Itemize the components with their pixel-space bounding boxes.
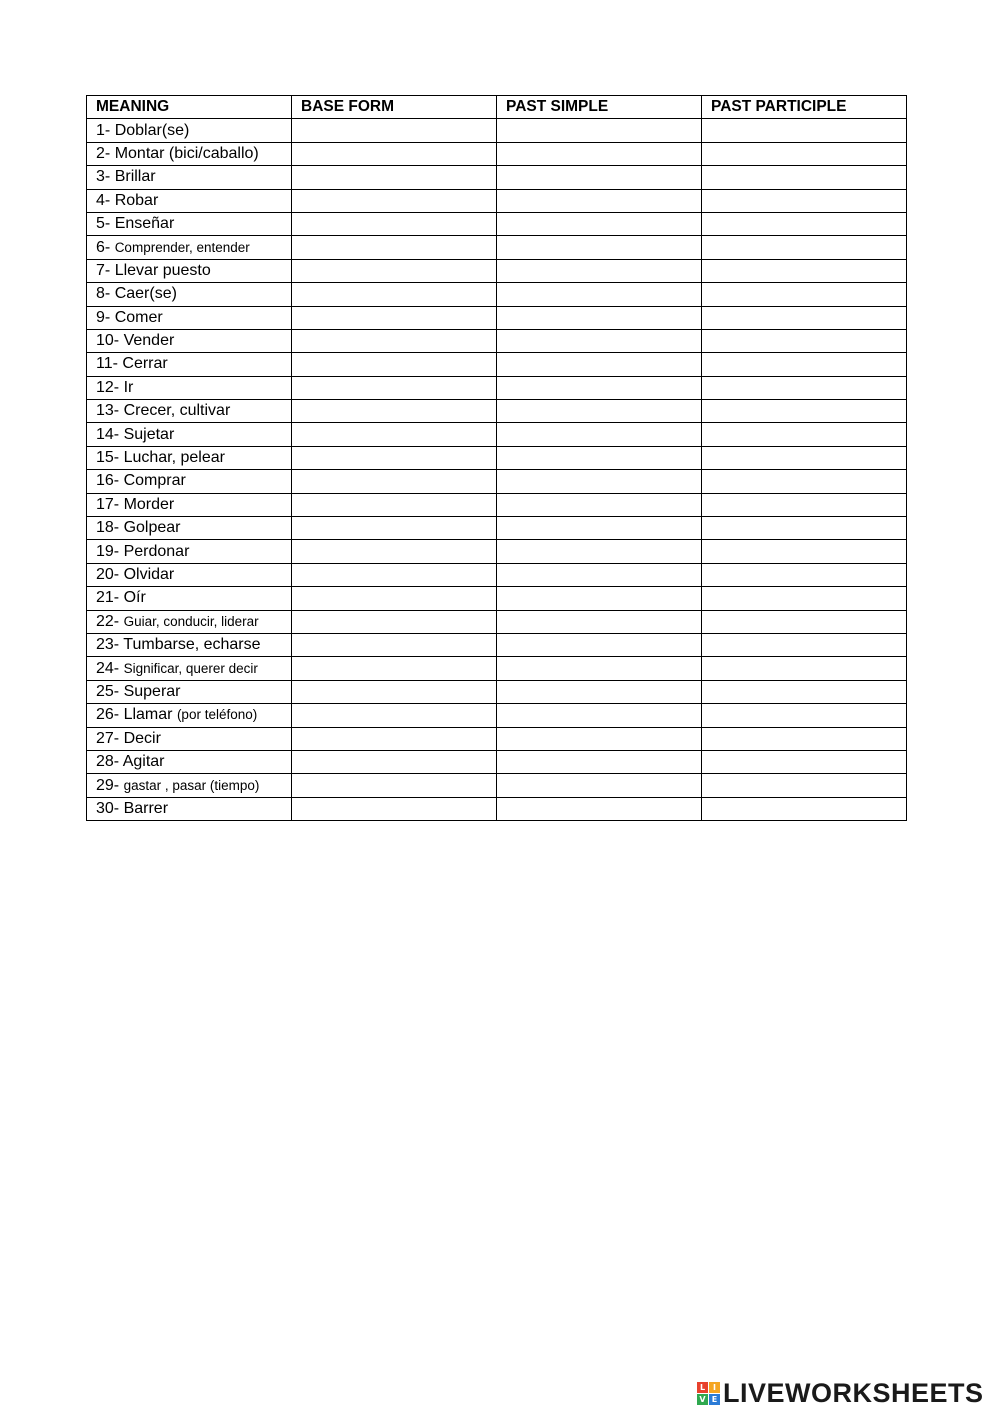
row-number: 4- xyxy=(96,191,111,209)
past-simple-answer[interactable] xyxy=(497,119,702,142)
meaning-text: Comprar xyxy=(123,472,186,490)
past-simple-answer[interactable] xyxy=(497,306,702,329)
table-row xyxy=(87,680,907,703)
meaning-text: Superar xyxy=(123,682,181,700)
meaning-cell xyxy=(87,563,292,586)
row-number: 1- xyxy=(96,121,111,139)
table-row xyxy=(87,400,907,423)
meaning-cell xyxy=(87,633,292,656)
base-form-answer[interactable] xyxy=(292,189,497,212)
meaning-cell xyxy=(87,610,292,633)
past-simple-answer[interactable] xyxy=(497,633,702,656)
meaning-cell xyxy=(87,587,292,610)
base-form-answer[interactable] xyxy=(292,212,497,235)
meaning-cell xyxy=(87,517,292,540)
row-number: 24- xyxy=(96,659,120,677)
past-simple-answer[interactable] xyxy=(497,400,702,423)
past-participle-answer[interactable] xyxy=(702,236,907,259)
meaning-cell xyxy=(87,329,292,352)
meaning-cell xyxy=(87,119,292,142)
meaning-text: Morder xyxy=(123,495,175,513)
row-number: 15- xyxy=(96,449,120,467)
header-base-form: BASE FORM xyxy=(292,96,497,119)
past-participle-answer[interactable] xyxy=(702,142,907,165)
row-number: 30- xyxy=(96,799,120,817)
meaning-text: Agitar xyxy=(122,753,165,771)
table-row xyxy=(87,610,907,633)
base-form-answer[interactable] xyxy=(292,446,497,469)
past-participle-answer[interactable] xyxy=(702,376,907,399)
row-number: 27- xyxy=(96,729,120,747)
meaning-text: Vender xyxy=(123,332,175,350)
row-number: 21- xyxy=(96,589,120,607)
past-participle-answer[interactable] xyxy=(702,517,907,540)
header-past-simple: PAST SIMPLE xyxy=(497,96,702,119)
past-simple-answer[interactable] xyxy=(497,493,702,516)
past-simple-answer[interactable] xyxy=(497,376,702,399)
meaning-cell xyxy=(87,423,292,446)
past-participle-answer[interactable] xyxy=(702,306,907,329)
row-number: 25- xyxy=(96,682,120,700)
past-participle-answer[interactable] xyxy=(702,470,907,493)
table-row xyxy=(87,563,907,586)
meaning-text: Caer(se) xyxy=(114,285,177,303)
logo-tile: V xyxy=(697,1394,708,1405)
meaning-text: Llevar puesto xyxy=(114,261,211,279)
meaning-text: Ir xyxy=(123,378,134,396)
past-simple-answer[interactable] xyxy=(497,470,702,493)
meaning-text: Golpear xyxy=(123,519,181,537)
base-form-answer[interactable] xyxy=(292,306,497,329)
past-participle-answer[interactable] xyxy=(702,189,907,212)
past-participle-answer[interactable] xyxy=(702,166,907,189)
past-simple-answer[interactable] xyxy=(497,587,702,610)
row-number: 22- xyxy=(96,612,120,630)
meaning-cell xyxy=(87,446,292,469)
base-form-answer[interactable] xyxy=(292,283,497,306)
past-participle-answer[interactable] xyxy=(702,283,907,306)
meaning-text: Comer xyxy=(114,308,163,326)
table-row xyxy=(87,119,907,142)
past-participle-answer[interactable] xyxy=(702,259,907,282)
meaning-cell xyxy=(87,259,292,282)
table-row xyxy=(87,376,907,399)
logo-tile: L xyxy=(697,1382,708,1393)
meaning-cell xyxy=(87,704,292,727)
verb-table xyxy=(86,95,907,821)
row-number: 19- xyxy=(96,542,120,560)
row-number: 14- xyxy=(96,425,120,443)
row-number: 6- xyxy=(96,238,111,256)
past-simple-answer[interactable] xyxy=(497,750,702,773)
row-number: 7- xyxy=(96,261,111,279)
table-row xyxy=(87,587,907,610)
meaning-cell xyxy=(87,189,292,212)
past-simple-answer[interactable] xyxy=(497,563,702,586)
base-form-answer[interactable] xyxy=(292,400,497,423)
meaning-cell xyxy=(87,680,292,703)
base-form-answer[interactable] xyxy=(292,329,497,352)
meaning-cell xyxy=(87,400,292,423)
table-row xyxy=(87,212,907,235)
meaning-text: Doblar(se) xyxy=(114,121,190,139)
row-number: 28- xyxy=(96,753,120,771)
meaning-cell xyxy=(87,727,292,750)
base-form-answer[interactable] xyxy=(292,563,497,586)
past-participle-answer[interactable] xyxy=(702,657,907,680)
past-participle-answer[interactable] xyxy=(702,353,907,376)
meaning-text: Brillar xyxy=(114,168,156,186)
table-row xyxy=(87,797,907,820)
row-number: 2- xyxy=(96,144,111,162)
meaning-text: Cerrar xyxy=(122,355,168,373)
table-row xyxy=(87,633,907,656)
table-row xyxy=(87,774,907,797)
past-simple-answer[interactable] xyxy=(497,797,702,820)
meaning-text: Montar (bici/caballo) xyxy=(114,144,259,162)
table-row xyxy=(87,704,907,727)
base-form-answer[interactable] xyxy=(292,797,497,820)
meaning-cell xyxy=(87,657,292,680)
table-row xyxy=(87,657,907,680)
table-row xyxy=(87,727,907,750)
row-number: 8- xyxy=(96,285,111,303)
past-participle-answer[interactable] xyxy=(702,446,907,469)
base-form-answer[interactable] xyxy=(292,774,497,797)
past-participle-answer[interactable] xyxy=(702,212,907,235)
row-number: 20- xyxy=(96,566,120,583)
base-form-answer[interactable] xyxy=(292,540,497,563)
base-form-answer[interactable] xyxy=(292,353,497,376)
past-participle-answer[interactable] xyxy=(702,329,907,352)
past-participle-answer[interactable] xyxy=(702,493,907,516)
row-number: 5- xyxy=(96,215,111,233)
meaning-text: Enseñar xyxy=(114,215,175,233)
past-simple-answer[interactable] xyxy=(497,657,702,680)
table-row xyxy=(87,142,907,165)
liveworksheets-logo-icon xyxy=(697,1382,720,1405)
meaning-cell xyxy=(87,774,292,797)
meaning-note: Comprender, entender xyxy=(114,239,250,255)
past-simple-answer[interactable] xyxy=(497,517,702,540)
meaning-note: Significar, querer decir xyxy=(123,660,258,676)
past-participle-answer[interactable] xyxy=(702,704,907,727)
base-form-answer[interactable] xyxy=(292,587,497,610)
meaning-text: Tumbarse, echarse xyxy=(123,636,261,654)
past-simple-answer[interactable] xyxy=(497,166,702,189)
row-number: 29- xyxy=(96,776,120,794)
meaning-cell xyxy=(87,353,292,376)
meaning-text: Olvidar xyxy=(123,566,175,583)
past-simple-answer[interactable] xyxy=(497,283,702,306)
brand-name: LIVEWORKSHEETS xyxy=(723,1377,984,1408)
meaning-text: Luchar, pelear xyxy=(123,449,225,467)
base-form-answer[interactable] xyxy=(292,119,497,142)
past-simple-answer[interactable] xyxy=(497,610,702,633)
past-participle-answer[interactable] xyxy=(702,727,907,750)
meaning-text: Robar xyxy=(114,191,159,209)
row-number: 16- xyxy=(96,472,120,490)
past-simple-answer[interactable] xyxy=(497,704,702,727)
row-number: 3- xyxy=(96,168,111,186)
past-participle-answer[interactable] xyxy=(702,540,907,563)
past-participle-answer[interactable] xyxy=(702,119,907,142)
past-participle-answer[interactable] xyxy=(702,587,907,610)
past-participle-answer[interactable] xyxy=(702,423,907,446)
base-form-answer[interactable] xyxy=(292,727,497,750)
base-form-answer[interactable] xyxy=(292,633,497,656)
base-form-answer[interactable] xyxy=(292,376,497,399)
meaning-text: Crecer, cultivar xyxy=(123,402,231,420)
meaning-text: Sujetar xyxy=(123,425,175,443)
meaning-cell xyxy=(87,797,292,820)
meaning-cell xyxy=(87,750,292,773)
base-form-answer[interactable] xyxy=(292,259,497,282)
meaning-cell xyxy=(87,470,292,493)
past-participle-answer[interactable] xyxy=(702,774,907,797)
table-row xyxy=(87,423,907,446)
table-row xyxy=(87,283,907,306)
past-simple-answer[interactable] xyxy=(497,189,702,212)
meaning-cell xyxy=(87,212,292,235)
base-form-answer[interactable] xyxy=(292,680,497,703)
past-simple-answer[interactable] xyxy=(497,212,702,235)
base-form-answer[interactable] xyxy=(292,493,497,516)
meaning-note: gastar , pasar (tiempo) xyxy=(123,777,260,793)
past-simple-answer[interactable] xyxy=(497,774,702,797)
base-form-answer[interactable] xyxy=(292,517,497,540)
past-simple-answer[interactable] xyxy=(497,142,702,165)
past-participle-answer[interactable] xyxy=(702,797,907,820)
base-form-answer[interactable] xyxy=(292,610,497,633)
meaning-text: Barrer xyxy=(123,799,169,817)
past-participle-answer[interactable] xyxy=(702,680,907,703)
base-form-answer[interactable] xyxy=(292,142,497,165)
table-row xyxy=(87,493,907,516)
row-number: 17- xyxy=(96,495,120,513)
header-row xyxy=(87,96,907,119)
table-row xyxy=(87,236,907,259)
meaning-cell xyxy=(87,306,292,329)
past-simple-answer[interactable] xyxy=(497,540,702,563)
meaning-note: Guiar, conducir, liderar xyxy=(123,613,259,629)
meaning-text: Llamar xyxy=(123,706,173,724)
meaning-cell xyxy=(87,142,292,165)
row-number: 9- xyxy=(96,308,111,326)
base-form-answer[interactable] xyxy=(292,470,497,493)
table-row xyxy=(87,306,907,329)
table-row xyxy=(87,353,907,376)
past-simple-answer[interactable] xyxy=(497,329,702,352)
table-row xyxy=(87,259,907,282)
past-simple-answer[interactable] xyxy=(497,236,702,259)
logo-tile: E xyxy=(709,1394,720,1405)
table-row xyxy=(87,446,907,469)
meaning-cell xyxy=(87,376,292,399)
table-row xyxy=(87,329,907,352)
past-simple-answer[interactable] xyxy=(497,446,702,469)
meaning-cell xyxy=(87,283,292,306)
past-simple-answer[interactable] xyxy=(497,727,702,750)
table-row xyxy=(87,470,907,493)
table-row xyxy=(87,166,907,189)
meaning-note: (por teléfono) xyxy=(176,707,258,723)
past-simple-answer[interactable] xyxy=(497,259,702,282)
base-form-answer[interactable] xyxy=(292,750,497,773)
past-participle-answer[interactable] xyxy=(702,400,907,423)
base-form-answer[interactable] xyxy=(292,166,497,189)
base-form-answer[interactable] xyxy=(292,423,497,446)
liveworksheets-brand xyxy=(697,1376,984,1410)
past-participle-answer[interactable] xyxy=(702,563,907,586)
past-simple-answer[interactable] xyxy=(497,423,702,446)
meaning-text: Decir xyxy=(123,729,161,747)
table-row xyxy=(87,750,907,773)
row-number: 18- xyxy=(96,519,120,537)
header-past-participle: PAST PARTICIPLE xyxy=(702,96,907,119)
base-form-answer[interactable] xyxy=(292,704,497,727)
logo-tile: I xyxy=(709,1382,720,1393)
meaning-cell xyxy=(87,493,292,516)
row-number: 12- xyxy=(96,378,120,396)
row-number: 26- xyxy=(96,706,120,724)
row-number: 11- xyxy=(96,355,118,373)
header-meaning: MEANING xyxy=(87,96,292,119)
row-number: 13- xyxy=(96,402,120,420)
meaning-cell xyxy=(87,236,292,259)
past-simple-answer[interactable] xyxy=(497,353,702,376)
base-form-answer[interactable] xyxy=(292,657,497,680)
table-row xyxy=(87,189,907,212)
table-row xyxy=(87,540,907,563)
past-participle-answer[interactable] xyxy=(702,633,907,656)
meaning-text: Perdonar xyxy=(123,542,190,560)
table-row xyxy=(87,517,907,540)
meaning-cell xyxy=(87,540,292,563)
past-participle-answer[interactable] xyxy=(702,610,907,633)
past-participle-answer[interactable] xyxy=(702,750,907,773)
meaning-text: Oír xyxy=(123,589,146,607)
base-form-answer[interactable] xyxy=(292,236,497,259)
row-number: 23- xyxy=(96,636,120,654)
past-simple-answer[interactable] xyxy=(497,680,702,703)
meaning-cell xyxy=(87,166,292,189)
row-number: 10- xyxy=(96,332,120,350)
